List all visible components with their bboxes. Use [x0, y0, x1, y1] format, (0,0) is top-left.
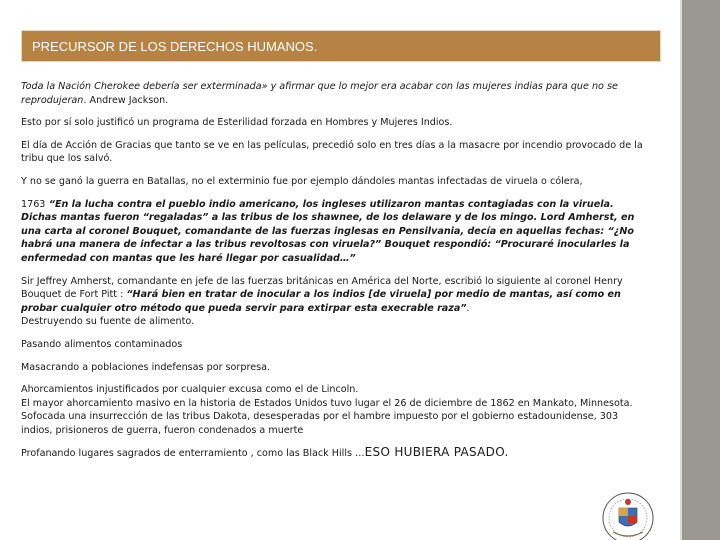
- jackson-quote-text: Toda la Nación Cherokee debería ser exterminada» y afirmar que lo mejor era acabar con las mujeres indias para que no se reprodujeran: [21, 81, 618, 106]
- paragraph-sterilization: Esto por sí solo justificó un programa de Esterilidad forzada en Hombres y Mujeres Indios.: [21, 117, 453, 129]
- black-hills-text: Profanando lugares sagrados de enterramiento , como las Black Hills …: [21, 448, 365, 460]
- human-rights-seal-icon: [597, 488, 659, 540]
- paragraph-1763: [21, 198, 651, 266]
- amherst-intro: Sir Jeffrey Amherst, comandante en jefe de las fuerzas británicas en América del Norte, escribió lo siguiente al coronel Henry Bouquet de Fort Pitt :: [21, 275, 623, 301]
- amherst-end: .: [466, 302, 470, 314]
- paragraph-amherst: [21, 275, 651, 329]
- amherst-bouquet-quote: “En la lucha contra el pueblo indio americano, los ingleses utilizaron mantas contagiadas con la viruela. Dichas mantas fueron “regaladas” a las tribus de los shawnee, de los delaware y de los mingo. Lord Amherst, en una carta al coronel Bouquet, comandante de las fuerzas inglesas en Pensilvania, decía en aquellas fechas: “¿No habrá una manera de infectar a las tribus revoltosas con viruela?” Bouquet respondió: “Procuraré inocularles la enfermedad con mantas que les haré llegar por casualidad…”: [21, 198, 635, 264]
- right-edge-bar: [680, 0, 720, 540]
- eso-hubiera-pasado: ESO HUBIERA PASADO.: [364, 445, 509, 460]
- paragraph-black-hills: [21, 446, 651, 461]
- hangings-line-2: El mayor ahorcamiento masivo en la historia de Estados Unidos tuvo lugar el 26 de diciembre de 1862 en Mankato, Minnesota. Sofocada una insurrección de las tribus Dakota, desesperadas por el hambre impuesto por el gobierno estadounidense, 303 indios, prisioneros de guerra, fueron condenados a muerte: [21, 397, 633, 436]
- paragraph-thanksgiving: El día de Acción de Gracias que tanto se ve en las películas, precedió solo en tres días a la masacre por incendio provocado de la tribu que los salvó.: [21, 139, 643, 165]
- content-body: [21, 80, 651, 470]
- title-bar: [21, 30, 661, 62]
- amherst-quote: “Hará bien en tratar de inocular a los indios [de viruela] por medio de mantas, así como en probar cualquier otro método que pueda servir para extirpar esta execrable raza”: [21, 289, 621, 314]
- hangings-line-1: Ahorcamientos injustificados por cualquier excusa como el de Lincoln.: [21, 384, 359, 396]
- paragraph-blankets: Y no se ganó la guerra en Batallas, no el exterminio fue por ejemplo dándoles mantas infectadas de viruela o cólera,: [21, 175, 583, 187]
- paragraph-hangings: [21, 383, 651, 437]
- year-label: 1763: [21, 198, 46, 210]
- jackson-author: . Andrew Jackson.: [83, 94, 169, 106]
- food-source-line: Destruyendo su fuente de alimento.: [21, 316, 195, 328]
- page-title: PRECURSOR DE LOS DERECHOS HUMANOS.: [32, 39, 318, 54]
- paragraph-contaminated-food: Pasando alimentos contaminados: [21, 338, 183, 350]
- paragraph-massacres: Masacrando a poblaciones indefensas por sorpresa.: [21, 361, 271, 373]
- paragraph-jackson-quote: [21, 80, 651, 107]
